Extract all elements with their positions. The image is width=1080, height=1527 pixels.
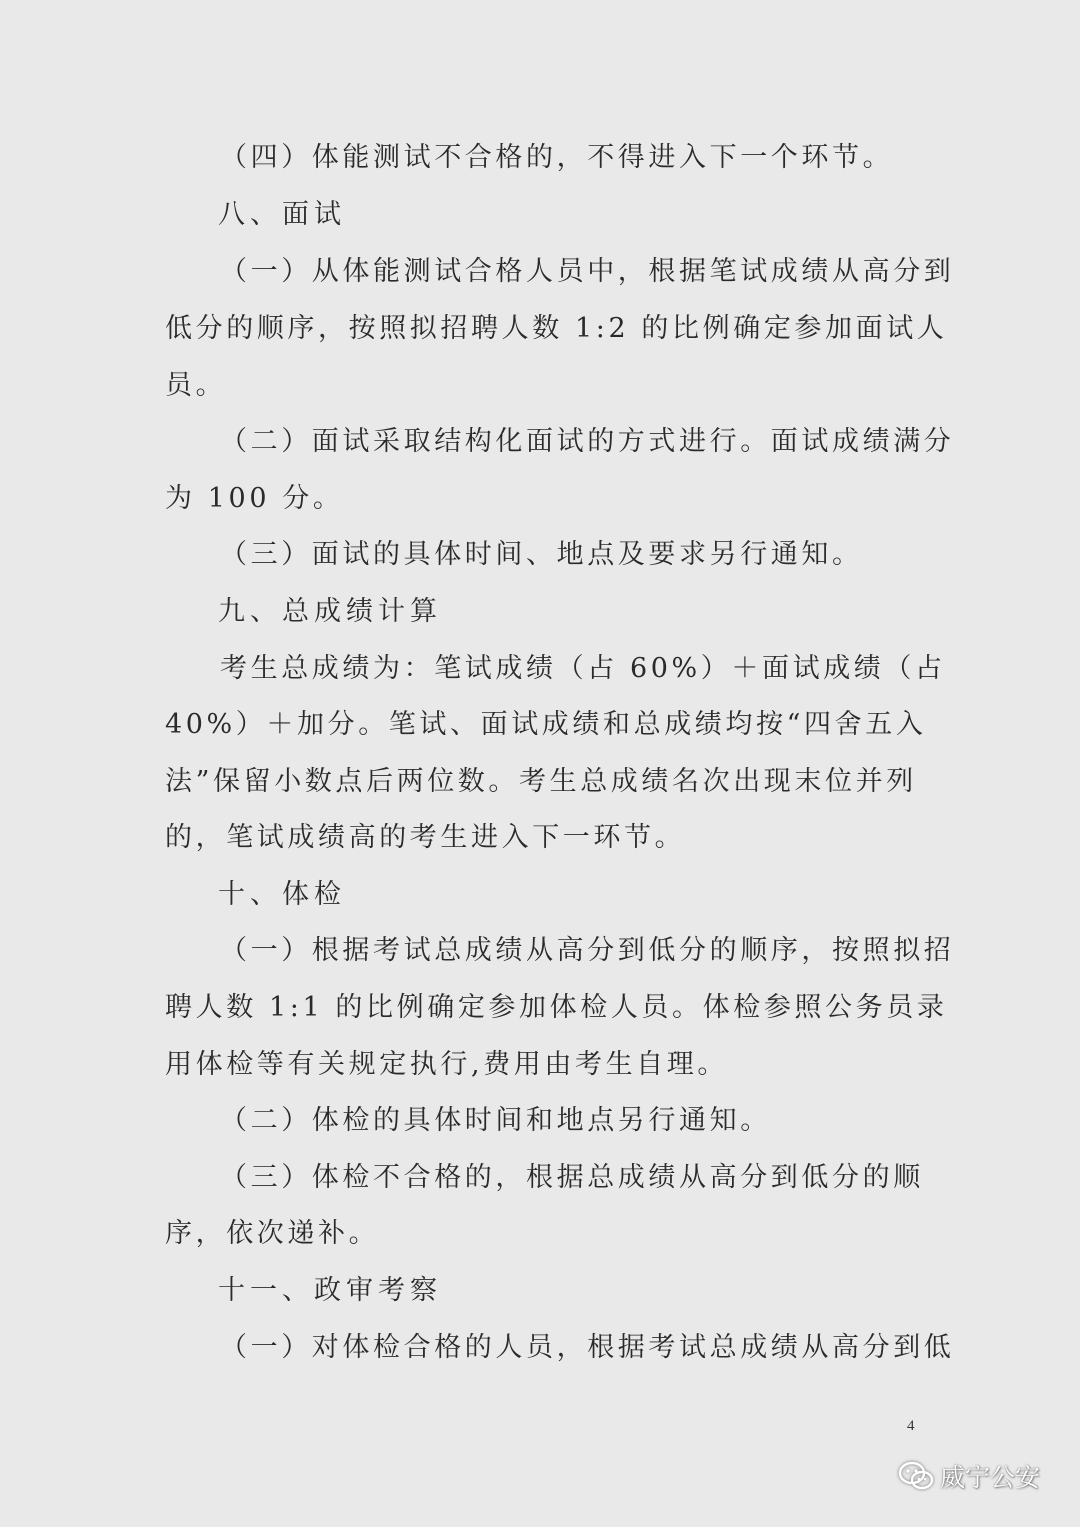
paragraph-line: 用体检等有关规定执行,费用由考生自理。 bbox=[165, 1049, 728, 1080]
paragraph-line: 考生总成绩为：笔试成绩（占 60%）＋面试成绩（占 bbox=[220, 653, 946, 684]
paragraph-line: 序，依次递补。 bbox=[165, 1218, 380, 1249]
paragraph-line: （四）体能测试不合格的，不得进入下一个环节。 bbox=[220, 142, 894, 173]
paragraph-line: 聘人数 1:1 的比例确定参加体检人员。体检参照公务员录 bbox=[165, 992, 948, 1023]
paragraph-line: （一）根据考试总成绩从高分到低分的顺序，按照拟招 bbox=[220, 935, 955, 966]
section-heading: 八、面试 bbox=[218, 199, 346, 230]
page-number: 4 bbox=[907, 1418, 915, 1434]
paragraph-line: 员。 bbox=[165, 370, 227, 401]
section-heading: 十一、政审考察 bbox=[218, 1275, 442, 1306]
paragraph-line: （二）体检的具体时间和地点另行通知。 bbox=[220, 1105, 771, 1136]
paragraph-line: （三）体检不合格的，根据总成绩从高分到低分的顺 bbox=[220, 1162, 924, 1193]
watermark bbox=[898, 1458, 1040, 1494]
paragraph-line: 为 100 分。 bbox=[165, 483, 344, 514]
paragraph-line: （二）面试采取结构化面试的方式进行。面试成绩满分 bbox=[220, 426, 955, 457]
paragraph-line: 的，笔试成绩高的考生进入下一环节。 bbox=[165, 822, 686, 853]
paragraph-line: （一）对体检合格的人员，根据考试总成绩从高分到低 bbox=[220, 1332, 955, 1363]
paragraph-line: 40%）＋加分。笔试、面试成绩和总成绩均按“四舍五入 bbox=[165, 709, 927, 740]
paragraph-line: （三）面试的具体时间、地点及要求另行通知。 bbox=[220, 539, 863, 570]
paragraph-line: 法”保留小数点后两位数。考生总成绩名次出现末位并列 bbox=[165, 766, 917, 797]
wechat-icon bbox=[898, 1461, 934, 1491]
watermark-text: 威宁公安 bbox=[940, 1463, 1041, 1492]
paragraph-line: 低分的顺序，按照拟招聘人数 1:2 的比例确定参加面试人 bbox=[165, 313, 948, 344]
paragraph-line: （一）从体能测试合格人员中，根据笔试成绩从高分到 bbox=[220, 256, 955, 287]
section-heading: 十、体检 bbox=[218, 879, 346, 910]
section-heading: 九、总成绩计算 bbox=[218, 596, 442, 627]
